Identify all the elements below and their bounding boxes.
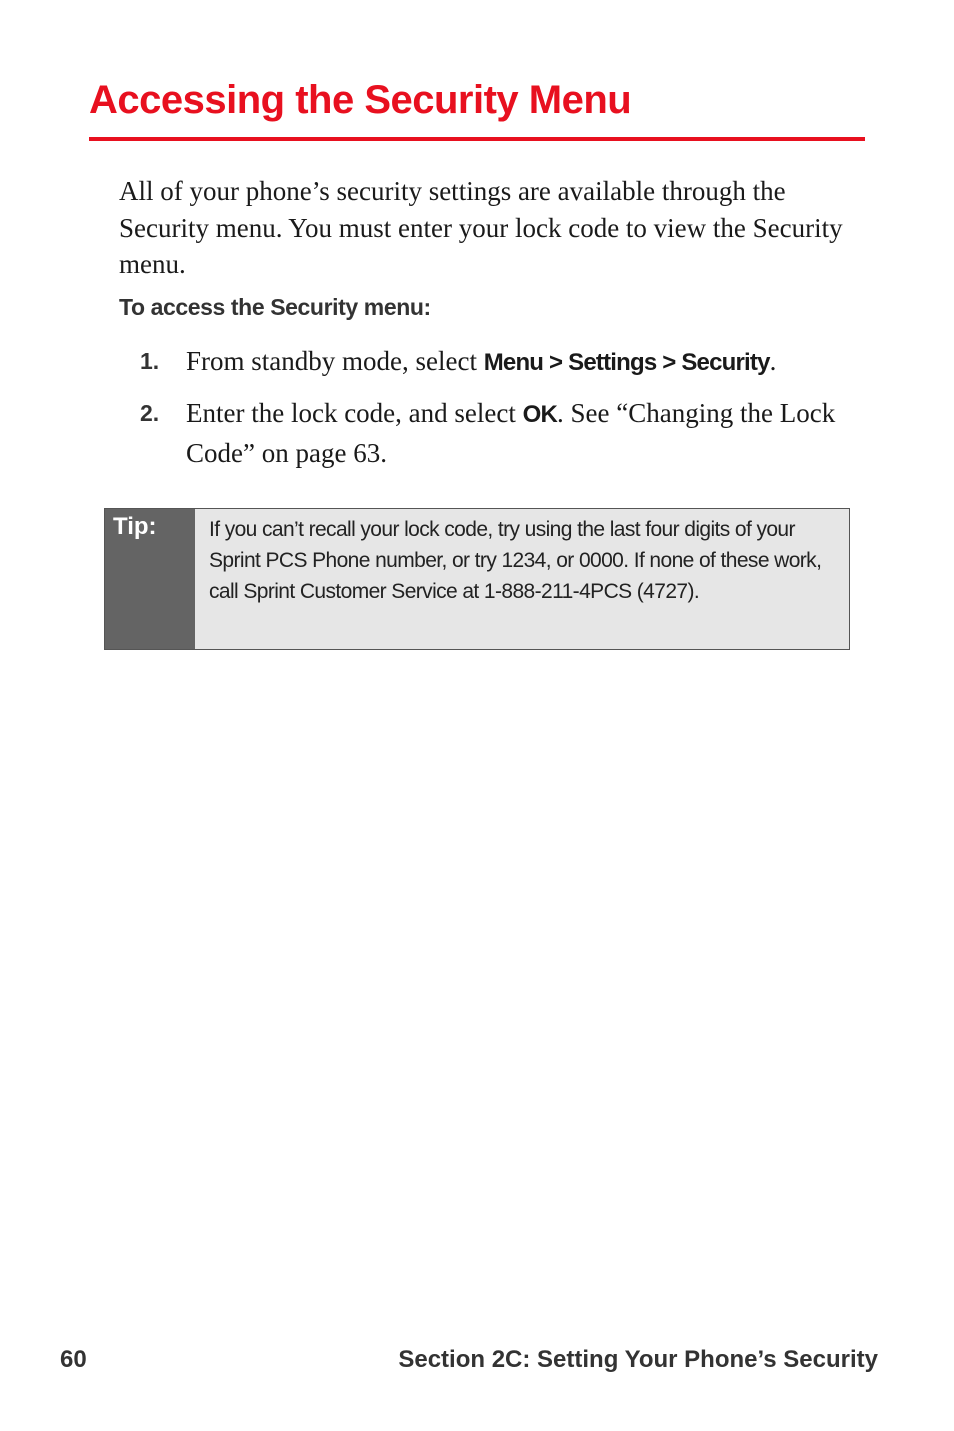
step-text-before: From standby mode, select [186,346,484,376]
menu-path: Menu > Settings > Security [483,349,770,376]
step-1 [140,342,870,382]
section-title: Section 2C: Setting Your Phone’s Security [398,1346,878,1373]
step-text [186,342,870,382]
tip-label-cell [105,509,195,649]
page-title: Accessing the Security Menu [89,78,632,122]
page-number: 60 [60,1346,87,1373]
step-text-before: Enter the lock code, and select [186,398,523,428]
step-2 [140,394,870,472]
step-number: 1. [140,348,160,374]
tip-text: If you can’t recall your lock code, try using the last four digits of your Sprint PCS Phone number, or try 1234, or 0000. If none of these work, call Sprint Customer Service at 1-888-211-4PCS (4727). [209,518,822,603]
ok-softkey-term: OK [522,401,558,428]
step-text-after: . See “Changing the Lock Code” on page 63. [186,398,836,468]
step-text [186,394,870,472]
step-number: 2. [140,400,160,426]
intro-paragraph: All of your phone’s security settings are available through the Security menu. You must enter your lock code to view the Security menu. [119,176,843,279]
step-text-after: . [769,346,777,376]
tip-label: Tip: [113,513,157,540]
title-underline [89,137,865,141]
procedure-heading: To access the Security menu: [119,294,431,320]
tip-box [104,508,850,650]
